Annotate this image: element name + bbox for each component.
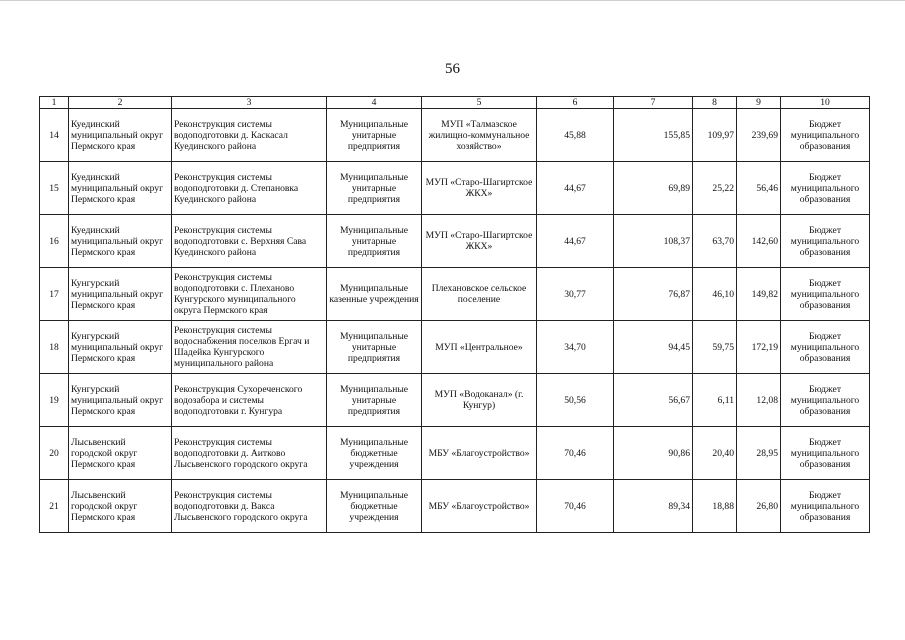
cell-org-type: Муниципальные бюджетные учреждения xyxy=(327,427,422,480)
cell-project: Реконструкция системы водоподготовки с. Верхняя Сава Куединского района xyxy=(172,215,327,268)
table-row xyxy=(40,109,870,162)
projects-table xyxy=(39,96,870,533)
cell-col9: 172,19 xyxy=(737,321,781,374)
cell-number: 20 xyxy=(40,427,69,480)
cell-org-type: Муниципальные унитарные предприятия xyxy=(327,109,422,162)
table-row xyxy=(40,374,870,427)
cell-municipality: Кунгурский муниципальный округ Пермского края xyxy=(69,321,172,374)
cell-project: Реконструкция системы водоподготовки д. Каскасал Куединского района xyxy=(172,109,327,162)
cell-project: Реконструкция системы водоподготовки с. Плеханово Кунгурского муниципального округа Пермского края xyxy=(172,268,327,321)
column-header-8: 8 xyxy=(693,97,737,109)
cell-col8: 63,70 xyxy=(693,215,737,268)
table-row xyxy=(40,480,870,533)
cell-municipality: Кунгурский муниципальный округ Пермского края xyxy=(69,374,172,427)
cell-organization: МБУ «Благоустройство» xyxy=(422,480,537,533)
cell-number: 18 xyxy=(40,321,69,374)
cell-municipality: Куединский муниципальный округ Пермского края xyxy=(69,109,172,162)
cell-organization: МУП «Талмазское жилищно-коммунальное хозяйство» xyxy=(422,109,537,162)
cell-col9: 239,69 xyxy=(737,109,781,162)
cell-col8: 109,97 xyxy=(693,109,737,162)
cell-number: 21 xyxy=(40,480,69,533)
page-top-edge xyxy=(0,0,905,3)
cell-number: 14 xyxy=(40,109,69,162)
cell-col9: 12,08 xyxy=(737,374,781,427)
cell-organization: МУП «Водоканал» (г. Кунгур) xyxy=(422,374,537,427)
cell-col7: 69,89 xyxy=(614,162,693,215)
cell-col6: 70,46 xyxy=(537,427,614,480)
cell-number: 19 xyxy=(40,374,69,427)
cell-project: Реконструкция системы водоснабжения поселков Ергач и Шадейка Кунгурского муниципального района xyxy=(172,321,327,374)
column-header-6: 6 xyxy=(537,97,614,109)
cell-org-type: Муниципальные унитарные предприятия xyxy=(327,215,422,268)
table-row xyxy=(40,321,870,374)
cell-col8: 18,88 xyxy=(693,480,737,533)
cell-org-type: Муниципальные бюджетные учреждения xyxy=(327,480,422,533)
cell-col6: 44,67 xyxy=(537,162,614,215)
cell-org-type: Муниципальные унитарные предприятия xyxy=(327,162,422,215)
cell-municipality: Лысьвенский городской округ Пермского края xyxy=(69,480,172,533)
cell-budget: Бюджет муниципального образования xyxy=(781,374,870,427)
cell-col6: 45,88 xyxy=(537,109,614,162)
table-row xyxy=(40,215,870,268)
cell-col7: 56,67 xyxy=(614,374,693,427)
cell-project: Реконструкция системы водоподготовки д. Вакса Лысьвенского городского округа xyxy=(172,480,327,533)
cell-organization: МУП «Старо-Шагиртское ЖКХ» xyxy=(422,215,537,268)
cell-col8: 25,22 xyxy=(693,162,737,215)
table-row xyxy=(40,162,870,215)
cell-budget: Бюджет муниципального образования xyxy=(781,268,870,321)
cell-budget: Бюджет муниципального образования xyxy=(781,427,870,480)
cell-col6: 30,77 xyxy=(537,268,614,321)
cell-municipality: Куединский муниципальный округ Пермского края xyxy=(69,215,172,268)
cell-col7: 89,34 xyxy=(614,480,693,533)
column-header-4: 4 xyxy=(327,97,422,109)
cell-municipality: Куединский муниципальный округ Пермского края xyxy=(69,162,172,215)
cell-col8: 6,11 xyxy=(693,374,737,427)
cell-number: 17 xyxy=(40,268,69,321)
table-row xyxy=(40,268,870,321)
cell-number: 16 xyxy=(40,215,69,268)
cell-organization: МУП «Старо-Шагиртское ЖКХ» xyxy=(422,162,537,215)
column-header-7: 7 xyxy=(614,97,693,109)
cell-budget: Бюджет муниципального образования xyxy=(781,321,870,374)
cell-org-type: Муниципальные казенные учреждения xyxy=(327,268,422,321)
cell-org-type: Муниципальные унитарные предприятия xyxy=(327,321,422,374)
column-header-9: 9 xyxy=(737,97,781,109)
cell-col8: 46,10 xyxy=(693,268,737,321)
column-header-1: 1 xyxy=(40,97,69,109)
cell-col7: 108,37 xyxy=(614,215,693,268)
header-row xyxy=(40,97,870,109)
cell-col6: 70,46 xyxy=(537,480,614,533)
cell-col9: 56,46 xyxy=(737,162,781,215)
cell-budget: Бюджет муниципального образования xyxy=(781,480,870,533)
cell-project: Реконструкция системы водоподготовки д. Аитково Лысьвенского городского округа xyxy=(172,427,327,480)
cell-budget: Бюджет муниципального образования xyxy=(781,162,870,215)
cell-col7: 94,45 xyxy=(614,321,693,374)
cell-col6: 44,67 xyxy=(537,215,614,268)
cell-organization: МУП «Центральное» xyxy=(422,321,537,374)
cell-municipality: Кунгурский муниципальный округ Пермского края xyxy=(69,268,172,321)
cell-col9: 26,80 xyxy=(737,480,781,533)
cell-col8: 59,75 xyxy=(693,321,737,374)
cell-col9: 28,95 xyxy=(737,427,781,480)
cell-org-type: Муниципальные унитарные предприятия xyxy=(327,374,422,427)
cell-col9: 149,82 xyxy=(737,268,781,321)
cell-budget: Бюджет муниципального образования xyxy=(781,109,870,162)
cell-municipality: Лысьвенский городской округ Пермского края xyxy=(69,427,172,480)
column-header-3: 3 xyxy=(172,97,327,109)
cell-project: Реконструкция Сухореченского водозабора и системы водоподготовки г. Кунгура xyxy=(172,374,327,427)
page-number: 56 xyxy=(445,61,460,77)
cell-organization: Плехановское сельское поселение xyxy=(422,268,537,321)
cell-col7: 90,86 xyxy=(614,427,693,480)
cell-col6: 50,56 xyxy=(537,374,614,427)
cell-organization: МБУ «Благоустройство» xyxy=(422,427,537,480)
cell-number: 15 xyxy=(40,162,69,215)
cell-budget: Бюджет муниципального образования xyxy=(781,215,870,268)
table-row xyxy=(40,427,870,480)
column-header-10: 10 xyxy=(781,97,870,109)
cell-col7: 155,85 xyxy=(614,109,693,162)
cell-col8: 20,40 xyxy=(693,427,737,480)
cell-col9: 142,60 xyxy=(737,215,781,268)
cell-col7: 76,87 xyxy=(614,268,693,321)
cell-project: Реконструкция системы водоподготовки д. Степановка Куединского района xyxy=(172,162,327,215)
column-header-5: 5 xyxy=(422,97,537,109)
column-header-2: 2 xyxy=(69,97,172,109)
cell-col6: 34,70 xyxy=(537,321,614,374)
